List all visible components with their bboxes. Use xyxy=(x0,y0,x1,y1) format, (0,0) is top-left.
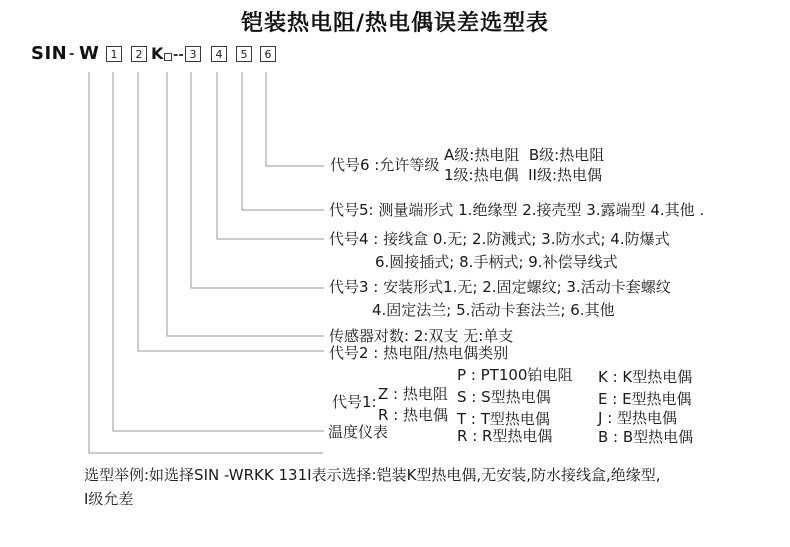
legend-code1-col3-row2: J : 型热电偶 xyxy=(598,409,678,427)
code-box-6: 6 xyxy=(260,46,276,62)
legend-code1-option-r: R : 热电偶 xyxy=(378,406,449,424)
legend-code2-label: 代号2 : 热电阻/热电偶类别 xyxy=(329,344,509,362)
legend-code4-line1: 代号4 : 接线盒 0.无; 2.防溅式; 3.防水式; 4.防爆式 xyxy=(329,230,670,248)
legend-code3-line2: 4.固定法兰; 5.活动卡套法兰; 6.其他 xyxy=(372,301,615,319)
legend-sensor-pairs-label: 传感器对数: 2:双支 无:单支 xyxy=(329,327,514,345)
code-letter-w: W xyxy=(79,43,100,64)
legend-code1-col3-row1: E : E型热电偶 xyxy=(598,390,692,408)
legend-temperature-instrument-label: 温度仪表 xyxy=(328,423,389,441)
legend-code1-col2-row1: S : S型热电偶 xyxy=(457,388,551,406)
legend-code6-label: 代号6 :允许等级 xyxy=(330,156,440,174)
code-k-dashes: -- xyxy=(173,48,184,63)
code-prefix: SIN xyxy=(31,43,68,64)
legend-code4-line2: 6.圆接插式; 8.手柄式; 9.补偿导线式 xyxy=(375,253,618,271)
code-box-2: 2 xyxy=(131,46,147,62)
legend-code1-col3-row0: K : K型热电偶 xyxy=(598,368,693,386)
legend-code5-label: 代号5: 测量端形式 1.绝缘型 2.接壳型 3.露端型 4.其他 . xyxy=(329,201,705,219)
legend-code6-grades-line2: 1级:热电偶 II级:热电偶 xyxy=(444,166,603,184)
legend-code3-line1: 代号3 : 安装形式1.无; 2.固定螺纹; 3.活动卡套螺纹 xyxy=(329,278,671,296)
code-box-4: 4 xyxy=(211,46,227,62)
legend-code6-grades-line1: A级:热电阻 B级:热电阻 xyxy=(444,146,605,164)
example-note-line2: I级允差 xyxy=(84,490,134,508)
code-box-5: 5 xyxy=(236,46,252,62)
k-subscript-box xyxy=(164,53,172,61)
legend-code1-option-z: Z : 热电阻 xyxy=(378,385,448,403)
legend-code1-col3-row3: B : B型热电偶 xyxy=(598,428,694,446)
page-title: 铠装热电阻/热电偶误差选型表 xyxy=(240,11,550,36)
legend-code1-col2-row3: R : R型热电偶 xyxy=(457,427,553,445)
legend-code1-label: 代号1: xyxy=(332,393,377,411)
legend-code1-col2-row2: T : T型热电偶 xyxy=(457,410,550,428)
code-dash: - xyxy=(69,47,75,62)
code-letter-k: K xyxy=(151,44,164,63)
code-box-1: 1 xyxy=(106,46,122,62)
code-box-3: 3 xyxy=(185,46,201,62)
example-note-line1: 选型举例:如选择SIN -WRKK 131I表示选择:铠装K型热电偶,无安装,防水接线盒,绝缘型, xyxy=(84,466,661,484)
legend-code1-col2-row0: P : PT100铂电阻 xyxy=(457,366,573,384)
